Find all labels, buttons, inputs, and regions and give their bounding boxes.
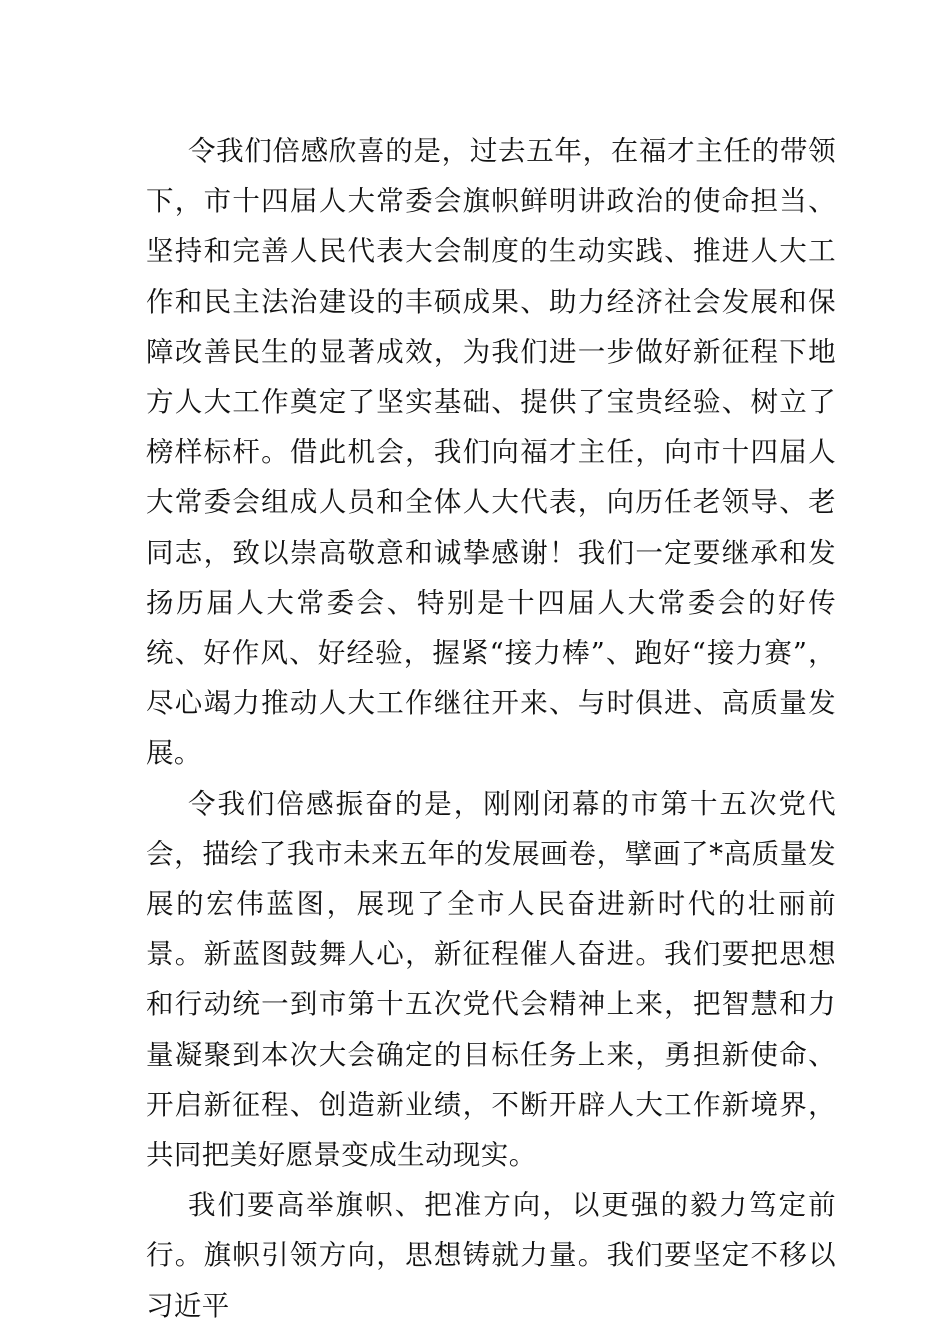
paragraph-1: 令我们倍感欣喜的是，过去五年，在福才主任的带领下，市十四届人大常委会旗帜鲜明讲政治的使命担当、坚持和完善人民代表大会制度的生动实践、推进人大工作和民主法治建设的丰硕成果、助力经济社会发展和保障改善民生的显著成效，为我们进一步做好新征程下地方人大工作奠定了坚实基础、提供了宝贵经验、树立了榜样标杆。借此机会，我们向福才主任，向市十四届人大常委会组成人员和全体人大代表，向历任老领导、老同志，致以崇高敬意和诚挚感谢！我们一定要继承和发扬历届人大常委会、特别是十四届人大常委会的好传统、好作风、好经验，握紧“接力棒”、跑好“接力赛”，尽心竭力推动人大工作继往开来、与时俱进、高质量发展。: [146, 135, 836, 770]
paragraph-3: 我们要高举旗帜、把准方向，以更强的毅力笃定前行。旗帜引领方向，思想铸就力量。我们要坚定不移以习近平: [146, 1189, 836, 1322]
paragraph-2: 令我们倍感振奋的是，刚刚闭幕的市第十五次党代会，描绘了我市未来五年的发展画卷，擘画了*高质量发展的宏伟蓝图，展现了全市人民奋进新时代的壮丽前景。新蓝图鼓舞人心，新征程催人奋进。我们要把思想和行动统一到市第十五次党代会精神上来，把智慧和力量凝聚到本次大会确定的目标任务上来，勇担新使命、开启新征程、创造新业绩，不断开辟人大工作新境界，共同把美好愿景变成生动现实。: [146, 787, 836, 1172]
document-body: [146, 126, 836, 1331]
